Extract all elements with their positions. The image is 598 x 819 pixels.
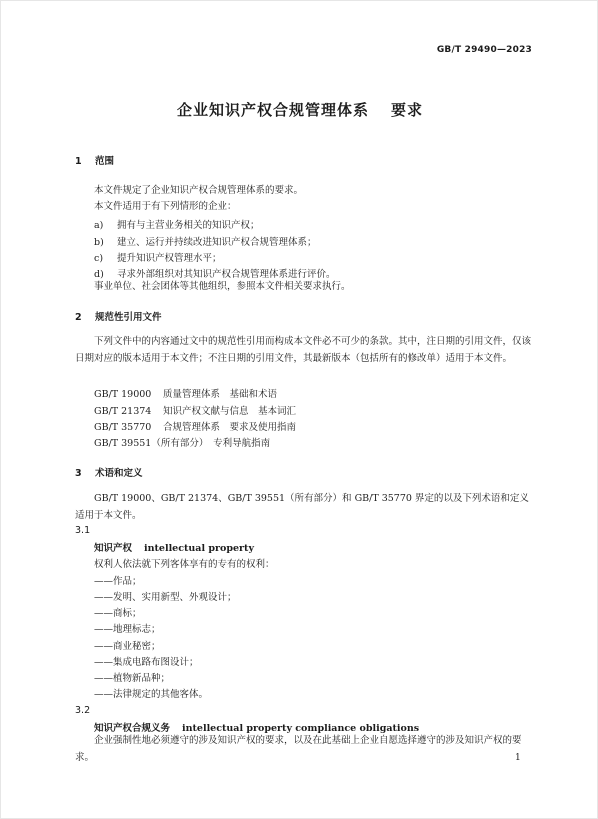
list-item: ——商业秘密； <box>94 641 161 652</box>
term-definition: 企业强制性地必须遵守的涉及知识产权的要求，以及在此基础上企业自愿选择遵守的涉及知识产权的要求。 <box>75 735 522 763</box>
section-3-paragraph: GB/T 19000、GB/T 21374、GB/T 39551（所有部分）和 GB/T 35770 界定的以及下列术语和定义适用于本文件。 <box>75 493 529 521</box>
list-item: ——地理标志； <box>94 624 161 635</box>
term-number: 3.1 <box>75 525 91 536</box>
section-1-paragraph-2: 本文件适用于有下列情形的企业： <box>94 201 237 212</box>
list-item: b) 建立、运行并持续改进知识产权合规管理体系； <box>94 237 317 248</box>
normative-reference: GB/T 39551（所有部分） 专利导航指南 <box>94 438 271 449</box>
normative-reference: GB/T 19000 质量管理体系 基础和术语 <box>94 389 278 400</box>
section-1-paragraph-1: 本文件规定了企业知识产权合规管理体系的要求。 <box>94 185 304 196</box>
page-number: 1 <box>515 753 521 763</box>
list-item: a) 拥有与主营业务相关的知识产权； <box>94 220 260 231</box>
document-title <box>1 99 598 120</box>
section-2-heading: 2 规范性引用文件 <box>75 312 162 323</box>
term-number: 3.2 <box>75 705 91 716</box>
list-item: c) 提升知识产权管理水平； <box>94 253 222 264</box>
list-item: ——植物新品种； <box>94 673 171 684</box>
list-item: ——商标； <box>94 608 142 619</box>
standard-number: GB/T 29490—2023 <box>436 45 532 55</box>
normative-reference: GB/T 21374 知识产权文献与信息 基本词汇 <box>94 406 297 417</box>
section-1-heading: 1 范围 <box>75 156 115 167</box>
list-item: d) 寻求外部组织对其知识产权合规管理体系进行评价。 <box>94 269 336 280</box>
list-item: ——发明、实用新型、外观设计； <box>94 592 237 603</box>
title-main: 企业知识产权合规管理体系 <box>176 101 369 119</box>
list-item: ——法律规定的其他客体。 <box>94 689 209 700</box>
section-1-paragraph-3: 事业单位、社会团体等其他组织，参照本文件相关要求执行。 <box>94 281 351 292</box>
term-definition: 权利人依法就下列客体享有的专有的权利： <box>94 559 275 570</box>
normative-reference: GB/T 35770 合规管理体系 要求及使用指南 <box>94 422 297 433</box>
section-2-paragraph: 下列文件中的内容通过文中的规范性引用而构成本文件必不可少的条款。其中，注日期的引用文件，仅该日期对应的版本适用于本文件；不注日期的引用文件，其最新版本（包括所有的修改单）适用于本文件。 <box>75 336 532 364</box>
list-item: ——作品； <box>94 576 142 587</box>
title-suffix: 要求 <box>391 101 424 119</box>
section-3-heading: 3 术语和定义 <box>75 468 143 479</box>
list-item: ——集成电路布图设计； <box>94 657 199 668</box>
term-heading: 知识产权合规义务 intellectual property compliance obligations <box>94 723 420 734</box>
term-heading: 知识产权 intellectual property <box>94 543 254 554</box>
